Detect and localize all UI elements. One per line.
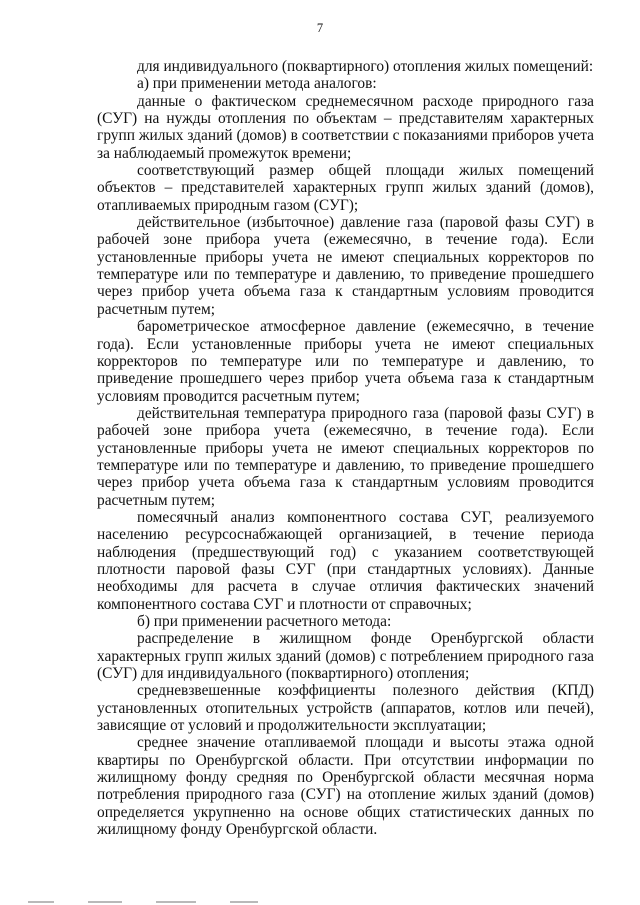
- paragraph-barometric-pressure: барометрическое атмосферное давление (ежемесячно, в течение года). Если установленные приборы учета не имеют специальных корректоров по температуре или по температуре и давлению, то приведение прошедшего через прибор учета объема газа к стандартным условиям проводится расчетным путем;: [97, 318, 594, 405]
- paragraph-housing-distribution: распределение в жилищном фонде Оренбургской области характерных групп жилых зданий (домов) с потреблением природного газа (СУГ) для индивидуального (поквартирного) отопления;: [97, 630, 594, 683]
- page-number: 7: [316, 21, 324, 35]
- paragraph-heading-calculation-method: б) при применении расчетного метода:: [137, 613, 392, 630]
- paragraph-component-analysis: помесячный анализ компонентного состава СУГ, реализуемого населению ресурсоснабжающей организацией, в течение периода наблюдения (предшествующий год) с указанием соответствующей плотности паровой фазы СУГ (при стандартных условиях). Данные необходимы для расчета в случае отличия фактических значений компонентного состава СУГ и плотности от справочных;: [97, 508, 594, 613]
- scan-mark: [88, 901, 122, 903]
- scan-mark: [28, 901, 54, 903]
- paragraph-efficiency-coefficients: средневзвешенные коэффициенты полезного действия (КПД) установленных отопительных устройств (аппаратов, котлов или печей), зависящие от условий и продолжительности эксплуатации;: [97, 682, 594, 735]
- paragraph-average-area: среднее значение отапливаемой площади и высоты этажа одной квартиры по Оренбургской области. При отсутствии информации по жилищному фонду средняя по Оренбургской области месячная норма потребления природного газа (СУГ) на отопление жилых зданий (домов) определяется укрупненно на основе общих статистических данных по жилищному фонду Оренбургской области.: [97, 734, 594, 839]
- scan-footer-marks: [28, 901, 258, 903]
- paragraph-intro: для индивидуального (поквартирного) отопления жилых помещений:: [137, 58, 594, 75]
- document-body: [97, 58, 594, 838]
- paragraph-gas-consumption-data: данные о фактическом среднемесячном расходе природного газа (СУГ) на нужды отопления по объектам – представителям характерных групп жилых зданий (домов) в соответствии с показаниями приборов учета за наблюдаемый промежуток времени;: [97, 92, 594, 162]
- paragraph-heading-analog-method: а) при применении метода аналогов:: [137, 75, 377, 93]
- scan-mark: [230, 901, 258, 903]
- paragraph-gas-temperature: действительная температура природного газа (паровой фазы СУГ) в рабочей зоне прибора учета (ежемесячно, в течение года). Если установленные приборы учета не имеют специальных корректоров по температуре или по температуре и давлению, то приведение прошедшего через прибор учета объема газа к стандартным условиям проводится расчетным путем;: [97, 404, 594, 509]
- scan-mark: [156, 901, 196, 903]
- paragraph-gas-pressure: действительное (избыточное) давление газа (паровой фазы СУГ) в рабочей зоне прибора учета (ежемесячно, в течение года). Если установленные приборы учета не имеют специальных корректоров по температуре или по температуре и давлению, то приведение прошедшего через прибор учета объема газа к стандартным условиям проводится расчетным путем;: [97, 214, 594, 318]
- paragraph-floor-area: соответствующий размер общей площади жилых помещений объектов – представителей характерных групп жилых зданий (домов), отапливаемых природным газом (СУГ);: [97, 162, 594, 214]
